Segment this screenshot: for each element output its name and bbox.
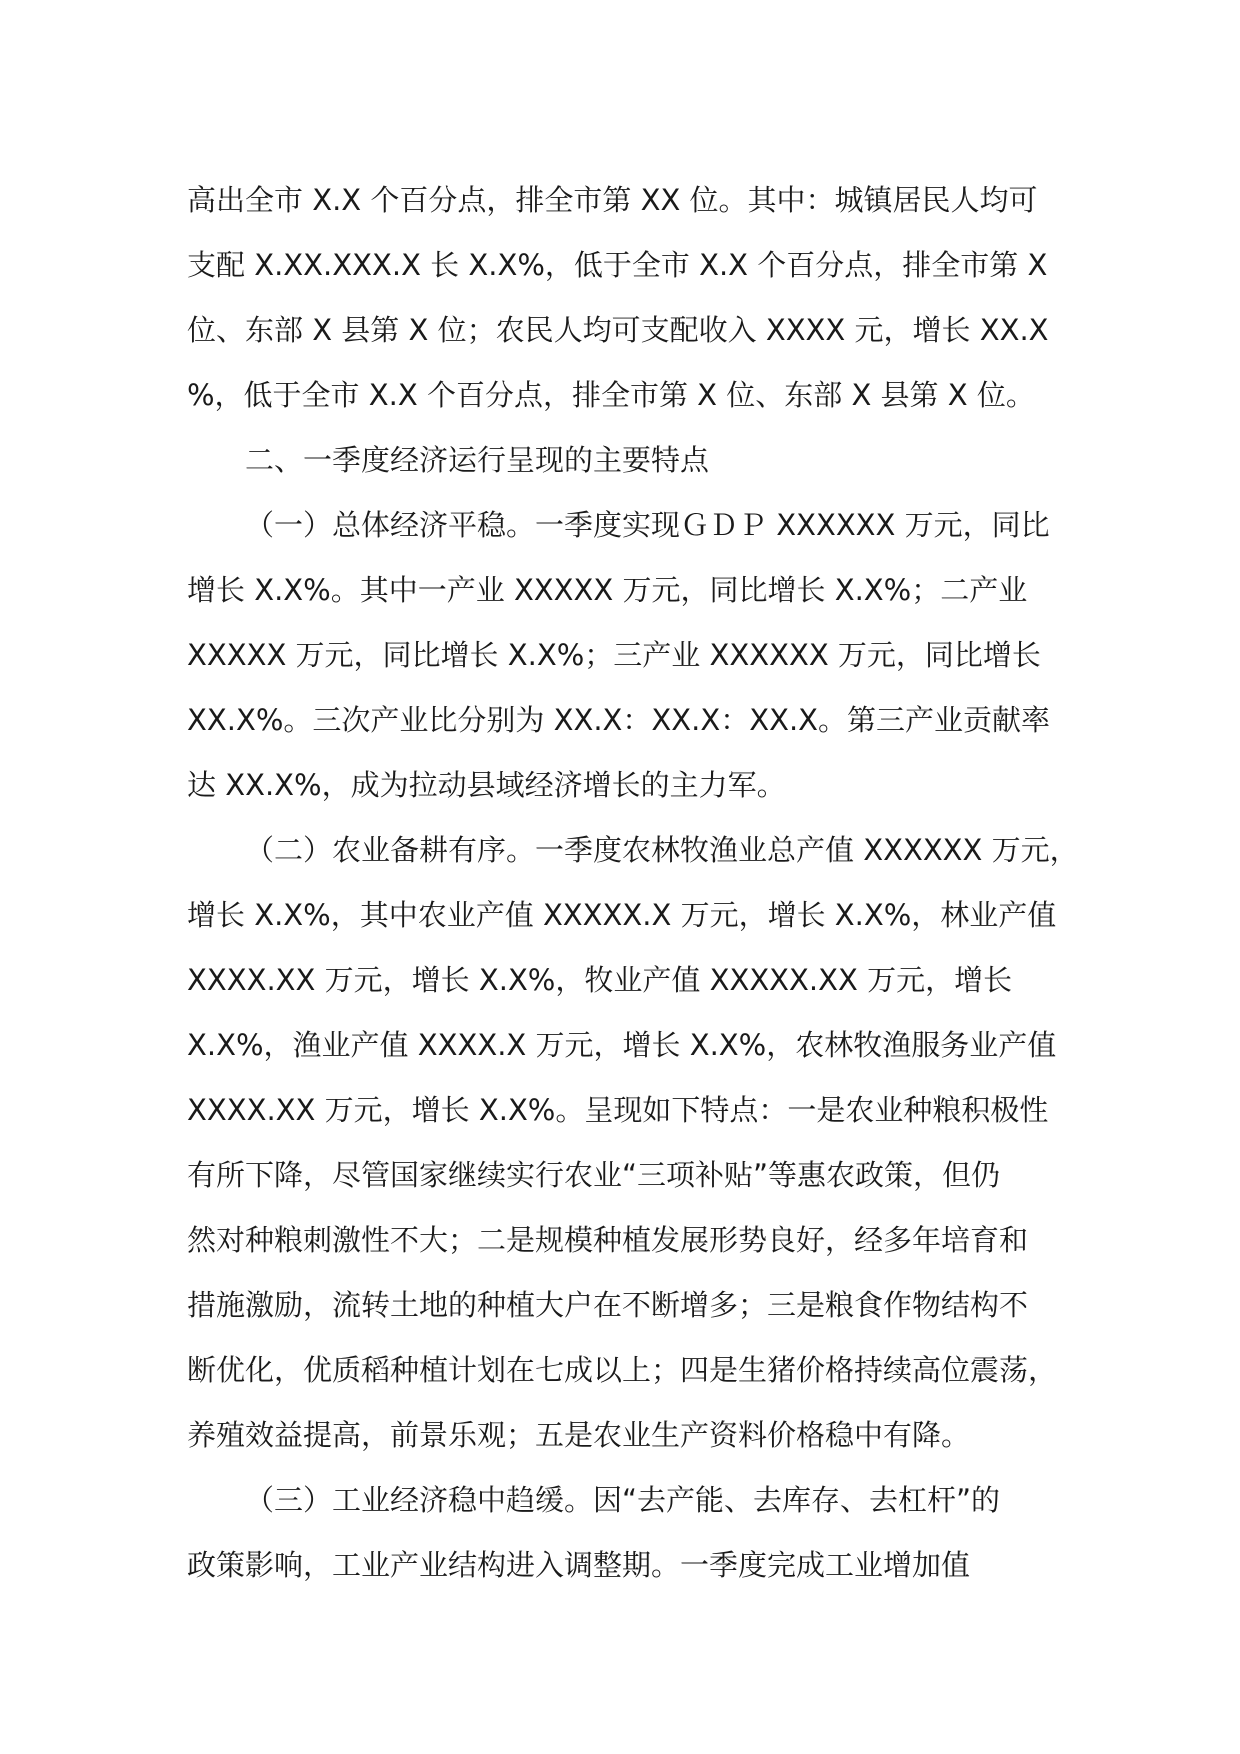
text-line: XXXX.XX 万元，增长 X.X%，牧业产值 XXXXX.XX 万元，增长 (187, 963, 1013, 997)
section-heading: 二、一季度经济运行呈现的主要特点 (245, 443, 710, 477)
text-line: 养殖效益提高，前景乐观；五是农业生产资料价格稳中有降。 (187, 1418, 971, 1452)
text-line: （一）总体经济平稳。一季度实现ＧＤＰ XXXXXX 万元，同比 (245, 508, 1050, 542)
text-line: 措施激励，流转土地的种植大户在不断增多；三是粮食作物结构不 (187, 1288, 1029, 1322)
text-line: 然对种粮刺激性不大；二是规模种植发展形势良好，经多年培育和 (187, 1223, 1029, 1257)
text-line: 增长 X.X%，其中农业产值 XXXXX.X 万元，增长 X.X%，林业产值 (187, 898, 1057, 932)
text-line: （三）工业经济稳中趋缓。因“去产能、去库存、去杠杆”的 (245, 1483, 1001, 1517)
paragraph-industry (187, 1468, 1067, 1598)
text-line: %，低于全市 X.X 个百分点，排全市第 X 位、东部 X 县第 X 位。 (187, 378, 1035, 412)
text-line: XX.X%。三次产业比分别为 XX.X：XX.X：XX.X。第三产业贡献率 (187, 703, 1051, 737)
text-line: 增长 X.X%。其中一产业 XXXXX 万元，同比增长 X.X%；二产业 (187, 573, 1028, 607)
text-line: XXXXX 万元，同比增长 X.X%；三产业 XXXXXX 万元，同比增长 (187, 638, 1041, 672)
text-line: 达 XX.X%，成为拉动县域经济增长的主力军。 (187, 768, 786, 802)
document-body (187, 168, 1079, 1598)
text-line: （二）农业备耕有序。一季度农林牧渔业总产值 XXXXXX 万元， (245, 833, 1079, 867)
text-line: 高出全市 X.X 个百分点，排全市第 XX 位。其中：城镇居民人均可 (187, 183, 1038, 217)
text-line: 政策影响，工业产业结构进入调整期。一季度完成工业增加值 (187, 1548, 971, 1582)
text-line: 位、东部 X 县第 X 位；农民人均可支配收入 XXXX 元，增长 XX.X (187, 313, 1049, 347)
text-line: X.X%，渔业产值 XXXX.X 万元，增长 X.X%，农林牧渔服务业产值 (187, 1028, 1057, 1062)
text-line: XXXX.XX 万元，增长 X.X%。呈现如下特点：一是农业种粮积极性 (187, 1093, 1049, 1127)
paragraph-overall-economy (187, 493, 1067, 818)
text-line: 支配 X.XX.XXX.X 长 X.X%，低于全市 X.X 个百分点，排全市第 X (187, 248, 1048, 282)
text-line: 有所下降，尽管国家继续实行农业“三项补贴”等惠农政策，但仍 (187, 1158, 1001, 1192)
text-line: 断优化，优质稻种植计划在七成以上；四是生猪价格持续高位震荡， (187, 1353, 1058, 1387)
paragraph-agriculture (187, 818, 1079, 1468)
section-heading-main-features (187, 428, 1067, 493)
paragraph-income-continuation (187, 168, 1067, 428)
